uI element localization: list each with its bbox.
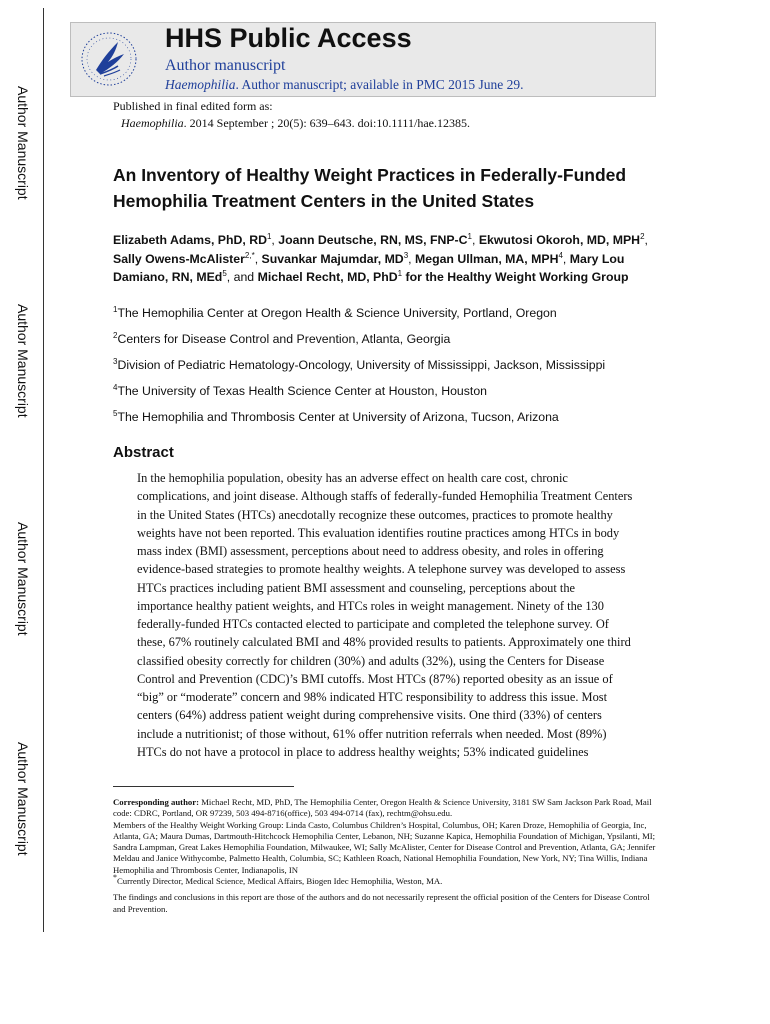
citation-line (121, 116, 470, 131)
current-position-text: Currently Director, Medical Science, Medical Affairs, Biogen Idec Hemophilia, Weston, MA. (117, 876, 443, 887)
author-affil-sup: 4 (558, 250, 563, 260)
author-affil-sup: 1 (266, 231, 272, 241)
corresponding-label: Corresponding author: (113, 797, 200, 807)
abstract-heading: Abstract (113, 444, 174, 461)
author-name: Sally Owens-McAlister (113, 251, 245, 266)
author-group: for the Healthy Weight Working Group (405, 270, 629, 285)
journal-availability-line (165, 77, 523, 93)
affiliation-number: 5 (113, 408, 118, 418)
affiliation (113, 384, 487, 398)
author-affil-sup: 2,* (244, 250, 255, 260)
affiliation (113, 306, 557, 320)
side-label-author-manuscript: Author Manuscript (15, 304, 31, 418)
current-position-note (113, 873, 658, 887)
paper-title: An Inventory of Healthy Weight Practices in Federally-Funded Hemophilia Treatment Centers in the United States (113, 165, 627, 211)
availability-text: . Author manuscript; available in PMC 2015 June 29. (235, 77, 524, 92)
hhs-eagle-logo-icon (78, 30, 140, 88)
affiliation-text: Division of Pediatric Hematology-Oncology, University of Mississippi, Jackson, Mississippi (117, 358, 606, 372)
affiliation-number: 2 (113, 330, 118, 340)
author-name: Elizabeth Adams, PhD, RD (113, 233, 267, 247)
cdc-disclaimer: The findings and conclusions in this report are those of the authors and do not necessarily represent the official position of the Centers for Disease Control and Prevention. (113, 892, 650, 914)
affiliation-number: 3 (113, 356, 118, 366)
affiliation-number: 4 (113, 382, 118, 392)
footnote-star: * (113, 873, 117, 883)
author-name: Ekwutosi Okoroh, MD, MPH (478, 233, 641, 247)
author-connector: and (233, 270, 255, 285)
citation-journal: Haemophilia (121, 116, 184, 130)
journal-name: Haemophilia (165, 77, 236, 92)
side-label-author-manuscript: Author Manuscript (15, 742, 31, 856)
author-name: Mary Lou Damiano, RN, MEd (113, 251, 625, 285)
affiliation (113, 358, 605, 372)
corresponding-author-note (113, 797, 658, 820)
side-label-author-manuscript: Author Manuscript (15, 522, 31, 636)
affiliation-text: Centers for Disease Control and Prevention, Atlanta, Georgia (117, 332, 451, 346)
working-group-members: Members of the Healthy Weight Working Group: Linda Casto, Columbus Children’s Hospital, Columbus, OH; Karen Droze, Hemophilia of Georgia, Inc, Atlanta, GA; Maura Dumas, Dartmouth-Hitchcock Hemophilia Center, Lebanon, NH; Suzanne Kapica, Hemophilia Foundation of Michigan, Ypsilanti, MI; Sandra Lampman, Great Lakes Hemophilia Foundation, Milwaukee, WI; Sally McAlister, Center for Disease Control and Prevention, Atlanta, GA; Jennifer Meldau and Janice Withycombe, Palmetto Health, Columbia, SC; Kathleen Roach, National Hemophilia Foundation, New York, NY; Tina Willis, Indiana Hemophilia and Thrombosis Center, Indianapolis, IN (113, 819, 656, 875)
author-affil-sup: 1 (397, 269, 403, 279)
author-affil-sup: 2 (640, 231, 645, 241)
author-name: Michael Recht, MD, PhD (257, 270, 398, 285)
author-affil-sup: 5 (222, 269, 227, 279)
author-affil-sup: 3 (403, 250, 409, 260)
affiliation-text: The Hemophilia Center at Oregon Health & Science University, Portland, Oregon (117, 306, 557, 320)
affiliation-text: The Hemophilia and Thrombosis Center at University of Arizona, Tucson, Arizona (117, 410, 559, 424)
affiliation-number: 1 (113, 304, 118, 314)
author-affil-sup: 1 (467, 231, 472, 241)
author-list: Elizabeth Adams, PhD, $RD^1$, Joann Deutsche, RN, MS, FNP-$C^1$, Ekwutosi Okoroh, MD, MPH$^2$, Sally Owens-McAlister$^{2,*}$, Suvankar Majumdar, $MD^3$, Megan Ullman, MA, MPH$^4$, Mary Lou Damiano, RN, MEd$^5$, and Michael Recht, MD, PhD$^1$ for the Healthy Weight Working Group (113, 231, 648, 285)
affiliation-text: The University of Texas Health Science Center at Houston, Houston (117, 384, 488, 398)
footnote-rule (113, 786, 294, 787)
author-manuscript-label: Author manuscript (165, 57, 286, 74)
affiliation (113, 410, 559, 424)
footnotes (113, 797, 658, 915)
citation-details: . 2014 September ; 20(5): 639–643. doi:10.1111/hae.12385. (183, 116, 470, 130)
abstract-body: In the hemophilia population, obesity has an adverse effect on health care cost, chronic complications, and joint disease. Although staffs of federally-funded Hemophilia Treatment Centers in the United States (HTCs) anecdotally recognize these outcomes, practices to promote healthy weights have not been reported. This evaluation identifies routine practices among HTCs in body mass index (BMI) assessment, perceptions about need to address obesity, and roles in offering evidence-based strategies to promote healthy weights. A telephone survey was developed to assess HTCs practices including patient BMI assessment and counseling, perceptions about the importance healthy patient weights, and HTCs roles in weight management. Ninety of the 130 federally-funded HTCs contacted elected to participate and completed the telephone survey. Of these, 67% routinely calculated BMI and 48% provided results to patients. Approximately one third classified obesity correctly for children (30%) and adults (32%), using the Centers for Disease Control and Prevention (CDC)’s BMI cutoffs. Most HTCs (87%) reported obesity as an issue of “big” or “moderate” concern and 98% indicated HTC responsibility to address this issue. Most centers (64%) address patient weight during comprehensive visits. One third (33%) of centers include a nutritionist; of those without, 61% offer nutrition referrals when needed. Most (89%) HTCs do not have a protocol in place to address healthy weights; 53% indicated guidelines (137, 471, 633, 759)
corresponding-text: Michael Recht, MD, PhD, The Hemophilia Center, Oregon Health & Science University, 3181 SW Sam Jackson Park Road, Mail code: CDRC, Portland, OR 97239, 503 494-8716(office), 503 494-0714 (fax), rechtm@ohsu.edu. (113, 797, 652, 819)
side-label-author-manuscript: Author Manuscript (15, 86, 31, 200)
author-name: Megan Ullman, MA, MPH (414, 251, 559, 266)
margin-rule (43, 8, 44, 932)
hhs-public-access-title: HHS Public Access (165, 23, 412, 53)
published-label: Published in final edited form as: (113, 99, 273, 113)
author-name: Suvankar Majumdar, MD (261, 251, 404, 266)
affiliation (113, 332, 450, 346)
author-name: Joann Deutsche, RN, MS, FNP-C (278, 233, 468, 247)
